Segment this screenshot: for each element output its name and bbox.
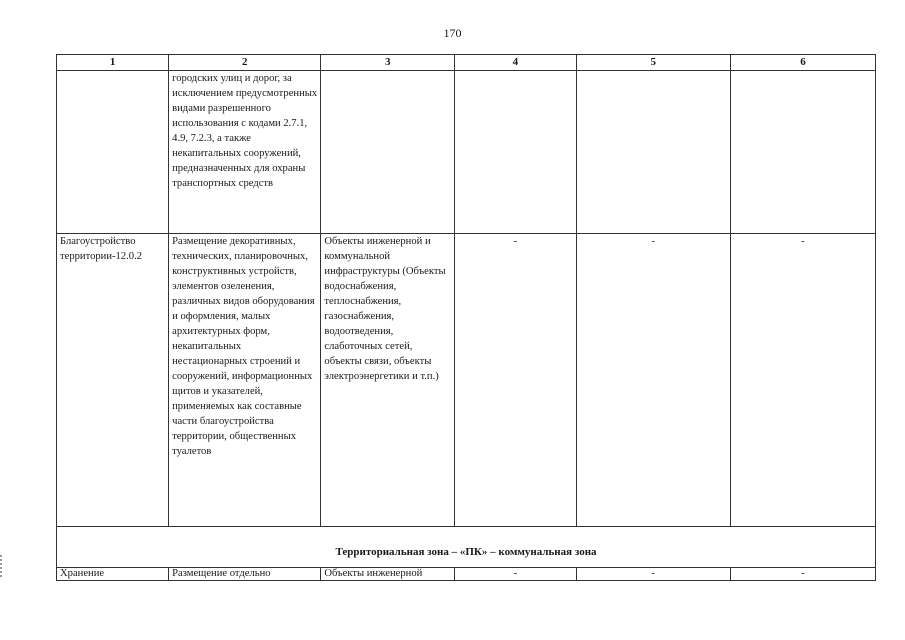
table-cell: -: [576, 234, 730, 527]
table-cell: -: [730, 234, 875, 527]
column-header-3: 3: [321, 55, 455, 71]
column-header-4: 4: [455, 55, 576, 71]
column-header-6: 6: [730, 55, 875, 71]
table-row: [57, 568, 876, 581]
table-cell: [730, 71, 875, 234]
zoning-table: [56, 54, 876, 581]
table-cell: -: [730, 568, 875, 581]
zone-title: Территориальная зона – «ПК» – коммунальная зона: [57, 527, 876, 568]
table-cell: Размещение декоративных, технических, планировочных, конструктивных устройств, элементов озеленения, различных видов оборудования и оформления, малых архитектурных форм, некапитальных нестационарных строений и сооружений, информационных щитов и указателей, применяемых как составные части благоустройства территории, общественных туалетов: [169, 234, 321, 527]
zone-title-row: [57, 527, 876, 568]
table-cell: Объекты инженерной: [321, 568, 455, 581]
column-header-2: 2: [169, 55, 321, 71]
table-cell: [57, 71, 169, 234]
table-row: [57, 71, 876, 234]
page-number: 170: [443, 26, 462, 40]
table-cell: [576, 71, 730, 234]
table-cell: -: [455, 568, 576, 581]
table-cell: городских улиц и дорог, за исключением предусмотренных видами разрешенного использования с кодами 2.7.1, 4.9, 7.2.3, а также некапитальных сооружений, предназначенных для охраны транспортных средств: [169, 71, 321, 234]
table-row: [57, 234, 876, 527]
table-cell: -: [455, 234, 576, 527]
column-header-5: 5: [576, 55, 730, 71]
scan-edge-mark: [0, 555, 6, 577]
table-cell: [455, 71, 576, 234]
table-cell: Хранение: [57, 568, 169, 581]
header-row: [57, 55, 876, 71]
table-cell: Размещение отдельно: [169, 568, 321, 581]
column-header-1: 1: [57, 55, 169, 71]
table-cell: Объекты инженерной и коммунальной инфраструктуры (Объекты водоснабжения, теплоснабжения, газоснабжения, водоотведения, слаботочных сетей, объекты связи, объекты электроэнергетики и т.п.): [321, 234, 455, 527]
table-cell: Благоустройство территории-12.0.2: [57, 234, 169, 527]
table-cell: -: [576, 568, 730, 581]
table-cell: [321, 71, 455, 234]
